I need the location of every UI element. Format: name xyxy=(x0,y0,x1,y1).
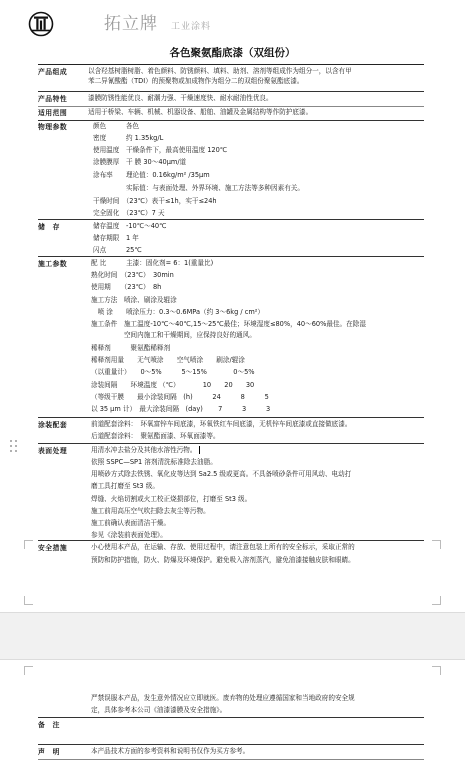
parameter-line: 稀释剂 聚氨酯稀释剂 xyxy=(91,344,171,352)
parameter-line: 空间内施工和干燥期间，应保持良好的通风。 xyxy=(91,331,256,339)
section-divider xyxy=(38,256,424,257)
parameter-line: 施工前用高压空气吹扫除去灰尘等污物。 xyxy=(91,507,210,515)
parameter-line: 实际值：与表面处理、外界环境、施工方法等多种因素有关。 xyxy=(93,184,304,192)
parameter-line: 稀释剂用量 无气喷涂 空气喷涂 刷涂/辊涂 xyxy=(91,356,245,364)
brand-name: 拓立牌 xyxy=(104,14,158,34)
page-corner-mark xyxy=(432,666,441,675)
section-label: 储 存 xyxy=(38,223,60,231)
section-divider xyxy=(38,417,424,418)
parameter-line: 磨工具打磨至 St3 级。 xyxy=(91,482,159,490)
section-storage xyxy=(38,222,424,256)
section-label: 安全措施 xyxy=(38,544,68,552)
section-remarks xyxy=(38,720,424,742)
parameter-line: 定，具体参考本公司《油漆漆膜及安全措施》。 xyxy=(91,706,227,714)
parameter-line: 使用温度 干燥条件下，最高使用温度 120℃ xyxy=(93,146,228,154)
section-surface-treatment xyxy=(38,446,424,538)
parameter-line: 施工方法 喷涂、刷涂及辊涂 xyxy=(91,296,177,304)
section-scope xyxy=(38,108,424,118)
parameter-line: 喷 涂 喷涂压力：0.3～0.6MPa（约 3～6kg / cm²） xyxy=(91,308,264,316)
section-safety-measures xyxy=(38,543,424,567)
section-construction-parameters xyxy=(38,259,424,415)
parameter-line: 密度 约 1.35kg/L xyxy=(93,134,164,142)
section-divider xyxy=(38,91,424,92)
section-label: 备 注 xyxy=(38,721,60,729)
section-label: 施工参数 xyxy=(38,260,68,268)
section-divider xyxy=(38,540,424,541)
section-divider xyxy=(38,744,424,745)
section-coating-system xyxy=(38,420,424,442)
section-divider xyxy=(38,443,424,444)
parameter-line: 颜色 各色 xyxy=(93,122,140,130)
parameter-line: 用喷砂方式除去铁锈、氧化皮等达到 Sa2.5 级或更高。不具备喷砂条件可用风动、电动打 xyxy=(91,470,352,478)
section-text-line: 苯二异氰酸酯（TDI）的预聚物或加成物作为组分二的双组份聚氨酯底漆。 xyxy=(88,77,304,85)
document-title: 各色聚氨酯底漆（双组份） xyxy=(169,47,296,59)
parameter-line: 依照 SSPC—SP1 溶剂清洗标准除去油脂。 xyxy=(91,458,217,466)
section-divider xyxy=(38,717,424,718)
parameter-line: 涂布率 理论值：0.16kg/m² /35μm xyxy=(93,171,210,179)
section-text-line: 以含羟基树脂树脂、着色颜料、防锈颜料、填料、助剂、溶剂等组成作为组分一，以含有甲 xyxy=(88,67,352,75)
parameter-line: 干燥时间 （23℃）表干≤1h，实干≤24h xyxy=(93,197,217,205)
section-label: 物理参数 xyxy=(38,123,68,131)
parameter-line: 完全固化 （23℃）7 天 xyxy=(93,209,165,217)
parameter-line: 储存温度 -10℃～40℃ xyxy=(93,222,167,230)
parameter-line: 本产品技术方面的参考资料和说明书仅作为买方参考。 xyxy=(91,747,250,755)
section-safety-continued xyxy=(38,694,424,716)
section-divider xyxy=(38,219,424,220)
section-physical-parameters xyxy=(38,122,424,218)
section-label: 产品特性 xyxy=(38,95,68,103)
parameter-line: 用清水冲去盐分及其他水溶性污物。 xyxy=(91,446,197,454)
document-page-2 xyxy=(0,660,465,771)
parameter-line: 使用期 （23℃） 8h xyxy=(91,283,162,291)
parameter-line: 施工条件 施工温度-10℃～40℃,15～25℃最佳；环境湿度≤80%，40～60%最佳。在除湿 xyxy=(91,320,366,328)
section-divider xyxy=(38,759,424,760)
parameter-line: 配 比 主漆：固化剂= 6：1(重量比) xyxy=(91,259,214,267)
parameter-line: 参见《涂装前表面处理》。 xyxy=(91,531,167,539)
parameter-line: 前道配套涂料： 环氧富锌车间底漆，环氧铁红车间底漆，无机锌车间底漆或直接做底漆。 xyxy=(91,420,352,428)
page-corner-mark xyxy=(432,596,441,605)
title-divider xyxy=(38,64,424,65)
parameter-line: 储存期限 1 年 xyxy=(93,234,139,242)
page-corner-mark xyxy=(432,540,441,549)
parameter-line: 严禁误服本产品，发生意外情况应立即就医。废弃物的处理应遵循国家和当地政府的安全规 xyxy=(91,694,355,702)
section-label: 表面处理 xyxy=(38,447,68,455)
parameter-line: 施工前确认表面清洁干燥。 xyxy=(91,519,171,527)
parameter-line: 以 35 μm 计） 最大涂装间隔 (day) 7 3 3 xyxy=(91,405,271,413)
parameter-line: 焊缝、火焰切割或火工校正烧损部位，打磨至 St3 级。 xyxy=(91,495,252,503)
text-cursor xyxy=(199,446,200,454)
page-corner-mark xyxy=(24,596,33,605)
section-statement xyxy=(38,747,424,757)
section-text-line: 漆膜防锈性能优良、耐潮力强、干燥速度快、耐水耐油性优良。 xyxy=(88,94,273,102)
parameter-line: 预防和防护措施，防火、防爆及环境保护。避免吸入溶剂蒸汽，避免油漆接触皮肤和眼睛。 xyxy=(91,556,355,564)
parameter-line: 熟化时间 （23℃） 30min xyxy=(91,271,174,279)
section-label: 产品组成 xyxy=(38,68,68,76)
section-label: 适用范围 xyxy=(38,109,68,117)
section-label: 涂装配套 xyxy=(38,421,68,429)
parameter-line: （以重量计） 0～5% 5～15% 0～5% xyxy=(91,368,255,376)
drag-handle-icon[interactable] xyxy=(10,440,18,456)
parameter-line: 涂膜膜厚 干 膜 30～40μm/道 xyxy=(93,158,187,166)
brand-subtitle: 工业涂料 xyxy=(171,22,212,32)
section-features xyxy=(38,94,424,104)
parameter-line: 涂装间隔 环境温度 （℃） 10 20 30 xyxy=(91,381,255,389)
parameter-line: 后道配套涂料： 聚氨酯面漆、环氧面漆等。 xyxy=(91,432,220,440)
page-separator xyxy=(0,612,465,660)
page-corner-mark xyxy=(24,540,33,549)
parameter-line: 闪点 25℃ xyxy=(93,246,142,254)
company-logo-icon xyxy=(28,11,54,37)
parameter-line: 小心使用本产品，在运输、存放、使用过程中，请注意包装上所有的安全标示，采取正常的 xyxy=(91,543,355,551)
section-text-line: 适用于桥梁、车辆、机械、机器设备、船舶、油罐及金属结构等作防护底漆。 xyxy=(88,108,313,116)
section-divider xyxy=(38,120,424,121)
section-composition xyxy=(38,67,424,89)
page-corner-mark xyxy=(24,666,33,675)
section-label: 声 明 xyxy=(38,748,60,756)
parameter-line: （等级干膜 最小涂装间隔 (h) 24 8 5 xyxy=(91,393,269,401)
section-divider xyxy=(38,106,424,107)
